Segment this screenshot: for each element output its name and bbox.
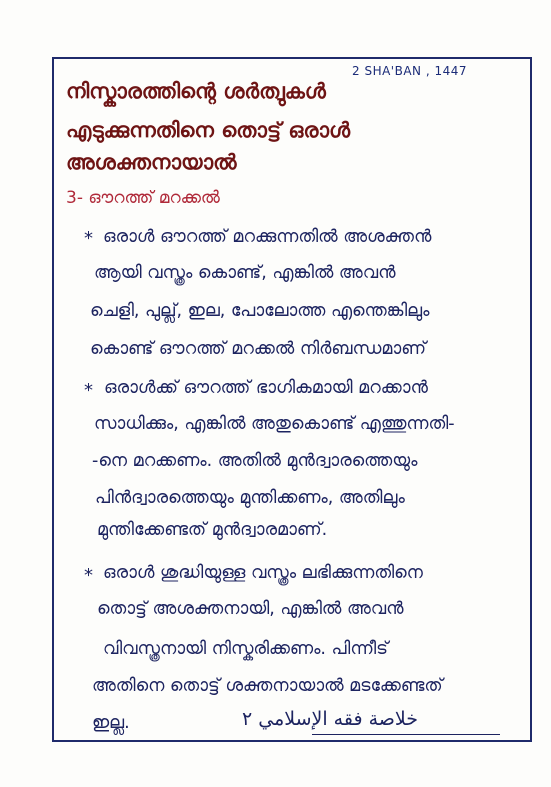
body-line: ഒരാൾക്ക് ഔറത്ത് ഭാഗികമായി മറക്കാൻ [104, 378, 428, 398]
body-line: സാധിക്കും, എങ്കിൽ അതുകൊണ്ട് എത്തുന്നതി- [94, 414, 455, 434]
body-line: -നെ മറക്കണം. അതിൽ മുൻദ്വാരത്തെയും [92, 451, 418, 471]
body-line: ആയി വസ്ത്രം കൊണ്ട്, എങ്കിൽ അവൻ [94, 263, 396, 283]
body-line: പിൻദ്വാരത്തെയും മുന്തിക്കണം, അതിലും [95, 488, 405, 508]
source-underline [312, 734, 500, 735]
body-line: തൊട്ട് അശക്തനായി, എങ്കിൽ അവൻ [97, 599, 404, 619]
body-line: ഇല്ല. [92, 713, 130, 733]
body-line: ചെളി, പുല്ല്, ഇല, പോലോത്ത എന്തെങ്കിലും [90, 301, 430, 321]
title-line-3: അശക്തനായാൽ [66, 150, 237, 174]
body-line: വിവസ്ത്രനായി നിസ്കരിക്കണം. പിന്നീട് [103, 639, 389, 659]
bullet-3: * [84, 565, 93, 586]
title-line-2: എടുക്കുന്നതിനെ തൊട്ട് ഒരാൾ [66, 118, 351, 142]
body-line: കൊണ്ട് ഔറത്ത് മറക്കൽ നിർബന്ധമാണ് [90, 339, 426, 359]
bullet-2: * [84, 380, 93, 401]
title-line-1: നിസ്കാരത്തിന്റെ ശർത്വുകൾ [66, 79, 326, 103]
section-heading: 3- ഔറത്ത് മറക്കൽ [66, 188, 220, 208]
bullet-1: * [84, 228, 93, 249]
body-line: ഒരാൾ ഔറത്ത് മറക്കുന്നതിൽ അശക്തൻ [103, 227, 432, 247]
date-label: 2 SHA'BAN , 1447 [352, 64, 467, 78]
body-line: മുന്തിക്കേണ്ടത് മുൻദ്വാരമാണ്. [97, 520, 328, 540]
body-line: ഒരാൾ ശുദ്ധിയുള്ള വസ്ത്രം ലഭിക്കുന്നതിനെ [103, 563, 423, 583]
source-reference: خلاصة فقه الإسلامي ٢ [242, 708, 419, 730]
body-line: അതിനെ തൊട്ട് ശക്തനായാൽ മടക്കേണ്ടത് [92, 676, 443, 696]
